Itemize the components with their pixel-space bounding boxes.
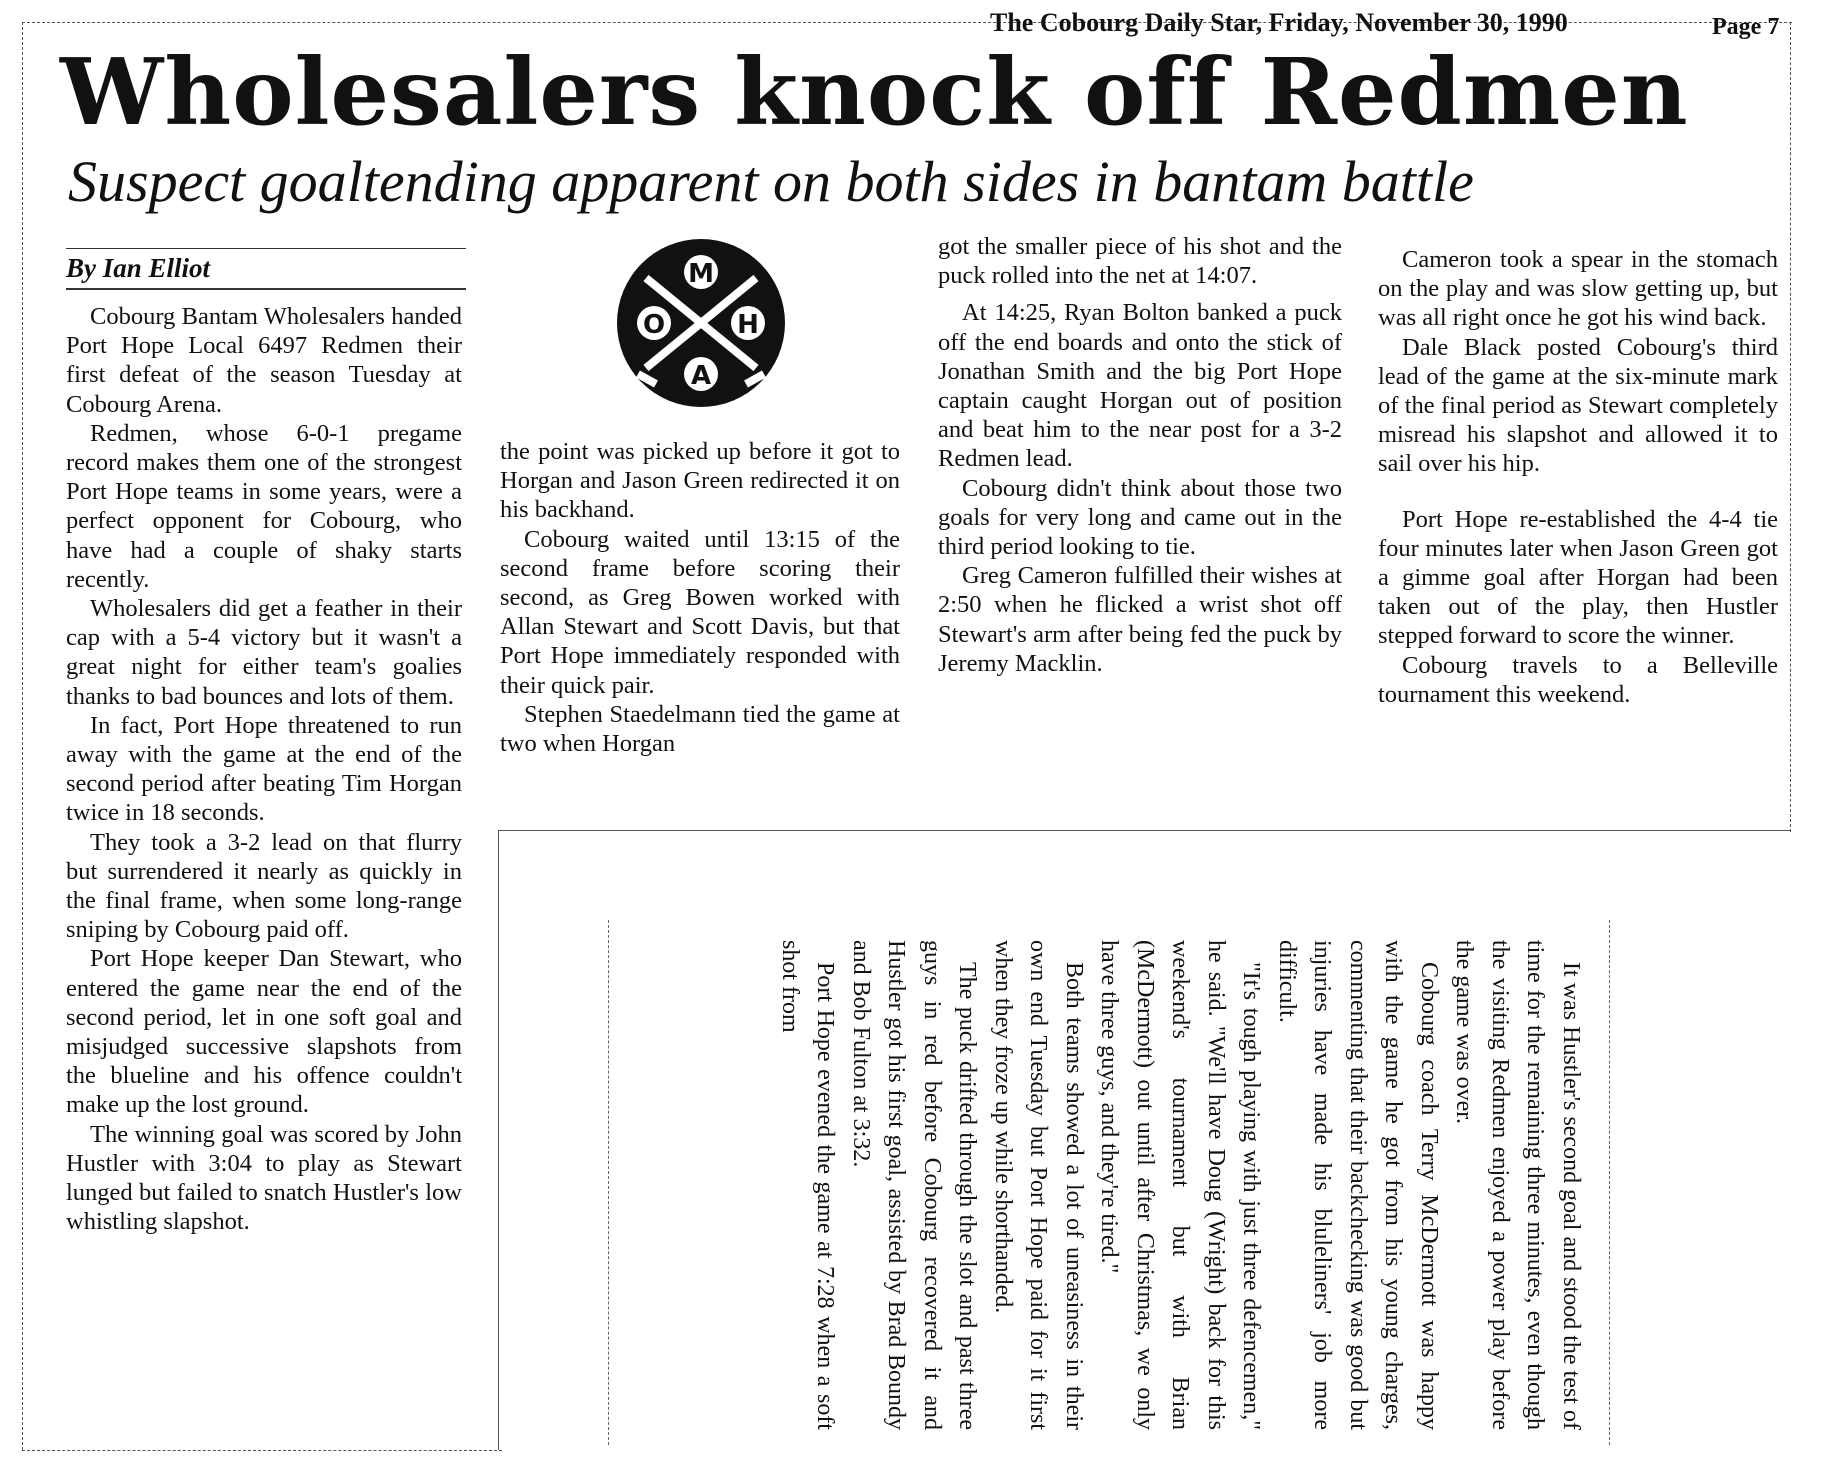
paragraph: Cobourg Bantam Wholesalers handed Port Hope Local 6497 Redmen their first defeat of the season Tuesday at Cobourg Arena.: [66, 303, 462, 418]
paragraph: Wholesalers did get a feather in their cap with a 5-4 victory but it wasn't a great night for either team's goalies thanks to bad bounces and lots of them.: [66, 595, 462, 710]
article-column-4: [1378, 245, 1778, 709]
paragraph: the point was picked up before it got to Horgan and Jason Green redirected it on his backhand.: [500, 438, 900, 524]
paragraph: Cameron took a spear in the stomach on the play and was slow getting up, but was all right once he got his wind back.: [1378, 246, 1778, 332]
paragraph: Dale Black posted Cobourg's third lead of the game at the six-minute mark of the final period as Stewart completely misread his slapshot and allowed it to sail over his hip.: [1378, 333, 1778, 478]
paragraph: The winning goal was scored by John Hustler with 3:04 to play as Stewart lunged but failed to snatch Hustler's low whistling slapshot.: [66, 1120, 462, 1236]
paragraph: Stephen Staedelmann tied the game at two when Horgan: [500, 700, 900, 758]
article-column-3: [938, 232, 1342, 678]
paragraph: Port Hope evened the game at 7:28 when a soft shot from: [777, 940, 839, 1430]
logo-letter-a: A: [690, 361, 712, 391]
clipping-edge-bottom: [22, 1450, 502, 1451]
paragraph: In fact, Port Hope threatened to run away with the game at the end of the second period after beating Tim Horgan twice in 18 seconds.: [66, 711, 462, 827]
logo-letter-h: H: [737, 310, 759, 340]
page-number: Page 7: [1712, 14, 1780, 40]
paragraph: Cobourg waited until 13:15 of the second frame before scoring their second, as Greg Bowen worked with Allan Stewart and Scott Davis, but that Port Hope immediately responded with their quick pair.: [500, 525, 900, 699]
paragraph: Port Hope keeper Dan Stewart, who entered the game near the end of the second period, let in one soft goal and misjudged successive slapshots from the blueline and his offence couldn't make up the lost ground.: [66, 945, 462, 1119]
clipping-edge-left: [22, 22, 23, 1450]
paragraph: "It's tough playing with just three defencemen," he said. "We'll have Doug (Wright) back for this weekend's tournament but with Brian (McDermott) out until after Christmas, we only have three guys, and they're tired.": [1096, 940, 1265, 1430]
omha-logo: [616, 238, 786, 408]
paragraph: It was Hustler's second goal and stood the test of time for the remaining three minutes, even though the visiting Redmen enjoyed a power play before the game was over.: [1451, 940, 1584, 1430]
paragraph: Cobourg coach Terry McDermott was happy with the game he got from his young charges, commenting that their backchecking was good but injuries have made his bluleliners' job more difficult.: [1274, 940, 1442, 1430]
paragraph: Greg Cameron fulfilled their wishes at 2:50 when he flicked a wrist shot off Stewart's arm after being fed the puck by Jeremy Macklin.: [938, 562, 1342, 677]
clipping-edge-inner-left: [498, 830, 499, 1450]
logo-letter-m: M: [688, 259, 714, 289]
paragraph: The puck drifted through the slot and past three guys in red before Cobourg recovered it and Hustler got his first goal, assisted by Brad Boundy and Bob Fulton at 3:32.: [848, 940, 981, 1430]
paragraph: Redmen, whose 6-0-1 pregame record makes them one of the strongest Port Hope teams in some years, were a perfect opponent for Cobourg, who have had a couple of shaky starts recently.: [66, 419, 462, 593]
paragraph: Cobourg travels to a Belleville tournament this weekend.: [1378, 651, 1778, 708]
headline: Wholesalers knock off Redmen: [60, 38, 1689, 146]
paragraph: Cobourg didn't think about those two goals for very long and came out in the third period looking to tie.: [938, 474, 1342, 561]
clipping-edge-inner-top: [498, 830, 1790, 831]
byline: By Ian Elliot: [66, 248, 466, 290]
paragraph: got the smaller piece of his shot and the puck rolled into the net at 14:07.: [938, 233, 1342, 290]
paragraph: At 14:25, Ryan Bolton banked a puck off the end boards and onto the stick of Jonathan Smith and the big Port Hope captain caught Horgan out of position and beat him to the near post for a 3-2 Redmen lead.: [938, 299, 1342, 473]
subheadline: Suspect goaltending apparent on both sides in bantam battle: [68, 149, 1474, 214]
clipping-edge-right: [1790, 22, 1791, 832]
article-column-2: [500, 437, 900, 758]
continuation-clipping-rotated: [578, 940, 1588, 1430]
logo-letter-o: O: [642, 310, 666, 340]
article-column-1: [66, 302, 462, 1237]
paper-dateline: The Cobourg Daily Star, Friday, November 30, 1990: [990, 8, 1568, 37]
paragraph: They took a 3-2 lead on that flurry but surrendered it nearly as quickly in the final frame, when some long-range sniping by Cobourg paid off.: [66, 828, 462, 944]
paragraph: Both teams showed a lot of uneasiness in their own end Tuesday but Port Hope paid for it first when they froze up while shorthanded.: [990, 940, 1087, 1430]
paragraph: Port Hope re-established the 4-4 tie four minutes later when Jason Green got a gimme goal after Horgan had been taken out of the play, then Hustler stepped forward to score the winner.: [1378, 505, 1778, 650]
